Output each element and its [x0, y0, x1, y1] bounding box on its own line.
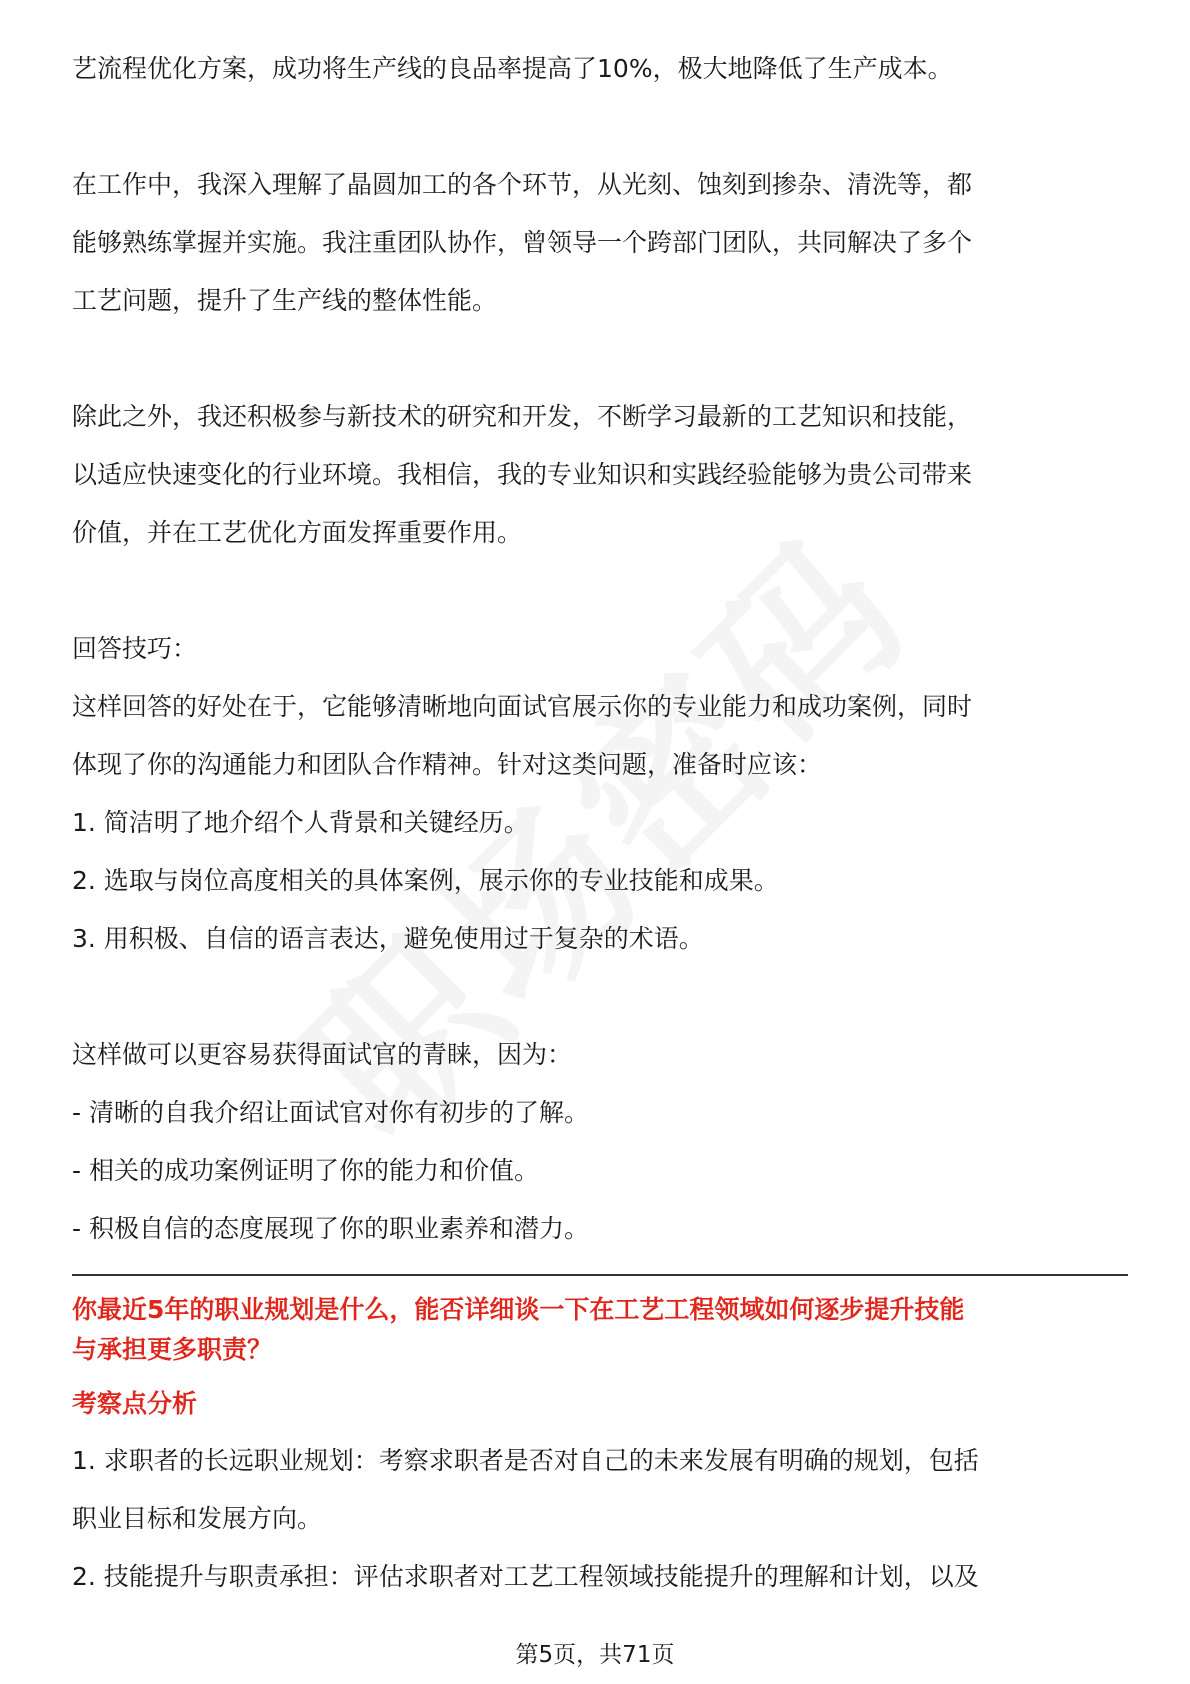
body-paragraph-3 — [72, 388, 1128, 562]
question-line: 你最近5年的职业规划是什么，能否详细谈一下在工艺工程领域如何逐步提升技能 — [72, 1295, 965, 1324]
analysis-section — [72, 1376, 1128, 1606]
page-content — [72, 40, 1128, 1606]
analysis-line: 1. 求职者的长远职业规划：考察求职者是否对自己的未来发展有明确的规划，包括 — [72, 1446, 979, 1475]
tips-list-item: 2. 选取与岗位高度相关的具体案例，展示你的专业技能和成果。 — [72, 866, 779, 895]
tips-heading: 回答技巧： — [72, 634, 198, 663]
text-line: 以适应快速变化的行业环境。我相信，我的专业知识和实践经验能够为贵公司带来 — [72, 460, 973, 489]
analysis-line: 2. 技能提升与职责承担：评估求职者对工艺工程领域技能提升的理解和计划，以及 — [72, 1562, 979, 1591]
text-line: 价值，并在工艺优化方面发挥重要作用。 — [72, 518, 523, 547]
benefits-list-item: - 清晰的自我介绍让面试官对你有初步的了解。 — [72, 1098, 589, 1127]
text-line: 在工作中，我深入理解了晶圆加工的各个环节，从光刻、蚀刻到掺杂、清洗等，都 — [72, 170, 973, 199]
paragraph-gap — [72, 330, 1128, 388]
text-line: 工艺问题，提升了生产线的整体性能。 — [72, 286, 498, 315]
answer-tips-section — [72, 620, 1128, 968]
text-line: 艺流程优化方案，成功将生产线的良品率提高了10%，极大地降低了生产成本。 — [72, 54, 953, 83]
text-line: 除此之外，我还积极参与新技术的研究和开发，不断学习最新的工艺知识和技能， — [72, 402, 973, 431]
analysis-heading: 考察点分析 — [72, 1389, 198, 1418]
paragraph-gap — [72, 968, 1128, 1026]
body-paragraph-1 — [72, 40, 1128, 98]
tips-line: 这样回答的好处在于，它能够清晰地向面试官展示你的专业能力和成功案例，同时 — [72, 692, 973, 721]
section-divider — [72, 1274, 1128, 1276]
text-line: 能够熟练掌握并实施。我注重团队协作，曾领导一个跨部门团队，共同解决了多个 — [72, 228, 973, 257]
benefits-list-item: - 相关的成功案例证明了你的能力和价值。 — [72, 1156, 539, 1185]
paragraph-gap — [72, 98, 1128, 156]
body-paragraph-2 — [72, 156, 1128, 330]
page-number-footer: 第5页，共71页 — [515, 1642, 675, 1668]
tips-list-item: 1. 简洁明了地介绍个人背景和关键经历。 — [72, 808, 529, 837]
question-line: 与承担更多职责？ — [72, 1335, 273, 1364]
paragraph-gap — [72, 562, 1128, 620]
analysis-line: 职业目标和发展方向。 — [72, 1504, 323, 1533]
interview-question — [72, 1290, 1128, 1370]
tips-list-item: 3. 用积极、自信的语言表达，避免使用过于复杂的术语。 — [72, 924, 704, 953]
benefits-list-item: - 积极自信的态度展现了你的职业素养和潜力。 — [72, 1214, 589, 1243]
tips-line: 体现了你的沟通能力和团队合作精神。针对这类问题，准备时应该： — [72, 750, 823, 779]
benefits-intro: 这样做可以更容易获得面试官的青睐，因为： — [72, 1040, 573, 1069]
benefits-section — [72, 1026, 1128, 1258]
